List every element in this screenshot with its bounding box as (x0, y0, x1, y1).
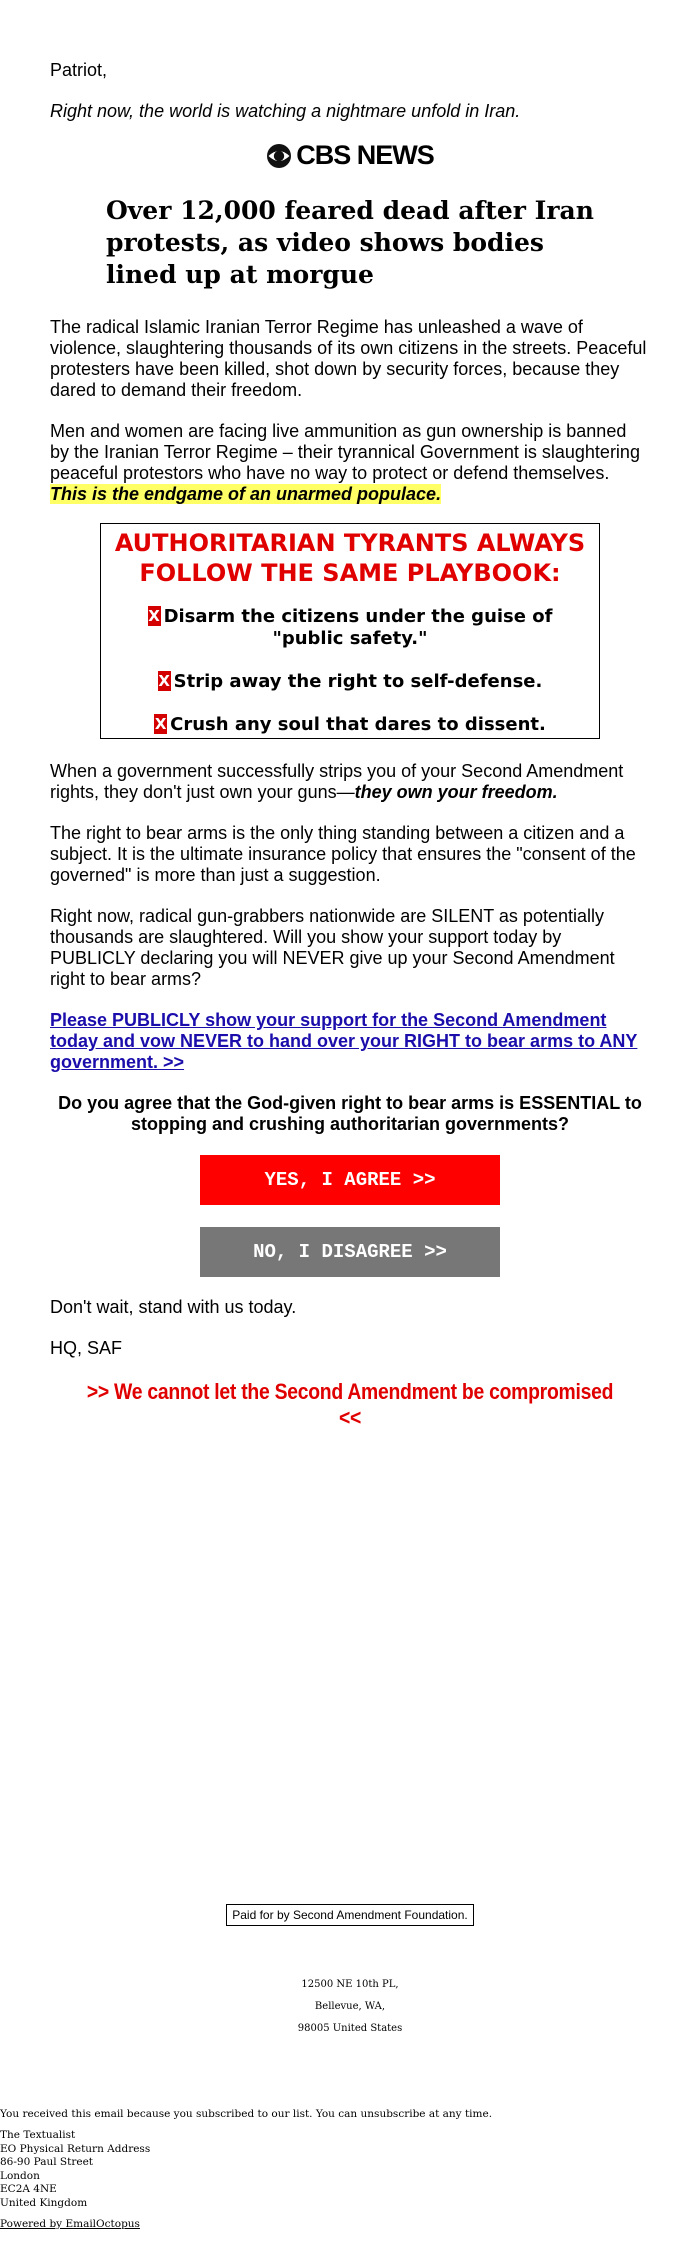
footer-address-line: London (0, 2169, 40, 2182)
x-mark-icon: X (148, 607, 160, 625)
address-line: Bellevue, WA, (314, 2001, 386, 2012)
signature: HQ, SAF (50, 1338, 123, 1358)
footer-address-line: The Textualist (0, 2129, 76, 2141)
cbs-news-logo (50, 140, 650, 171)
paragraph-1: The radical Islamic Iranian Terror Regime has unleashed a wave of violence, slaughtering thousands of its own citizens in the streets. Peaceful protesters have been killed, shot down by security forces, because they dared to demand their freedom. (50, 317, 647, 400)
playbook-title: AUTHORITARIAN TYRANTS ALWAYS FOLLOW THE SAME PLAYBOOK: (114, 529, 586, 587)
paid-for-text: Paid for by Second Amendment Foundation. (226, 1904, 473, 1926)
disagree-button[interactable]: NO, I DISAGREE >> (200, 1227, 500, 1277)
sender-address (0, 1974, 700, 2040)
x-mark-icon: X (158, 672, 170, 690)
x-mark-icon: X (154, 715, 167, 733)
paragraph-2-text: Men and women are facing live ammunition as gun ownership is banned by the Iranian Terror Regime – their tyrannical Government is slaughtering peaceful protestors who have no way to protect or defend themselves. (50, 421, 640, 483)
paragraph-3-emphasis: they own your freedom. (354, 782, 558, 802)
subscription-note: You received this email because you subscribed to our list. You can unsubscribe at any time. (0, 2108, 493, 2120)
footer-address-line: United Kingdom (0, 2196, 88, 2209)
playbook-item-text: Crush any soul that dares to dissent. (170, 714, 546, 735)
powered-by-link[interactable]: Powered by EmailOctopus (0, 2218, 140, 2230)
playbook-box (100, 523, 600, 739)
playbook-item (111, 606, 589, 650)
footer-address-line: 86-90 Paul Street (0, 2156, 93, 2168)
closing-line: Don't wait, stand with us today. (50, 1297, 297, 1317)
playbook-item-text: Disarm the citizens under the guise of "public safety." (163, 606, 553, 649)
support-link[interactable]: Please PUBLICLY show your support for the Second Amendment today and vow NEVER to hand over your RIGHT to bear arms to ANY government. >> (50, 1010, 638, 1072)
paragraph-3 (50, 761, 650, 803)
playbook-item (111, 714, 589, 736)
address-line: 12500 NE 10th PL, (301, 1979, 399, 1990)
news-headline: Over 12,000 feared dead after Iran protests, as video shows bodies lined up at morgue (106, 196, 594, 289)
address-line: 98005 United States (297, 2023, 403, 2034)
paragraph-3-text: When a government successfully strips you of your Second Amendment rights, they don't just own your guns— (50, 761, 624, 802)
playbook-item (111, 671, 589, 693)
footer-address-line: EC2A 4NE (0, 2183, 57, 2195)
greeting: Patriot, (50, 60, 108, 80)
tagline: >> We cannot let the Second Amendment be compromised << (86, 1379, 614, 1430)
highlighted-statement: This is the endgame of an unarmed populace. (50, 484, 442, 504)
cbs-eye-icon (266, 143, 292, 169)
playbook-item-text: Strip away the right to self-defense. (173, 671, 543, 692)
email-body (50, 60, 650, 1431)
paragraph-2 (50, 421, 650, 505)
poll-question: Do you agree that the God-given right to bear arms is ESSENTIAL to stopping and crushing authoritarian governments? (58, 1093, 642, 1134)
paragraph-5: Right now, radical gun-grabbers nationwide are SILENT as potentially thousands are slaughtered. Will you show your support today by PUBLICLY declaring you will NEVER give up your Second Amendment right to bear arms? (50, 906, 615, 989)
agree-button[interactable]: YES, I AGREE >> (200, 1155, 500, 1205)
logo-text: CBS NEWS (296, 140, 434, 170)
intro-line: Right now, the world is watching a nightmare unfold in Iran. (50, 101, 521, 121)
paid-for-notice (0, 1904, 700, 1926)
paragraph-4: The right to bear arms is the only thing standing between a citizen and a subject. It is the ultimate insurance policy that ensures the "consent of the governed" is more than just a suggestion. (50, 823, 636, 885)
footer-address-line: EO Physical Return Address (0, 2142, 151, 2155)
email-footer (0, 2108, 492, 2230)
